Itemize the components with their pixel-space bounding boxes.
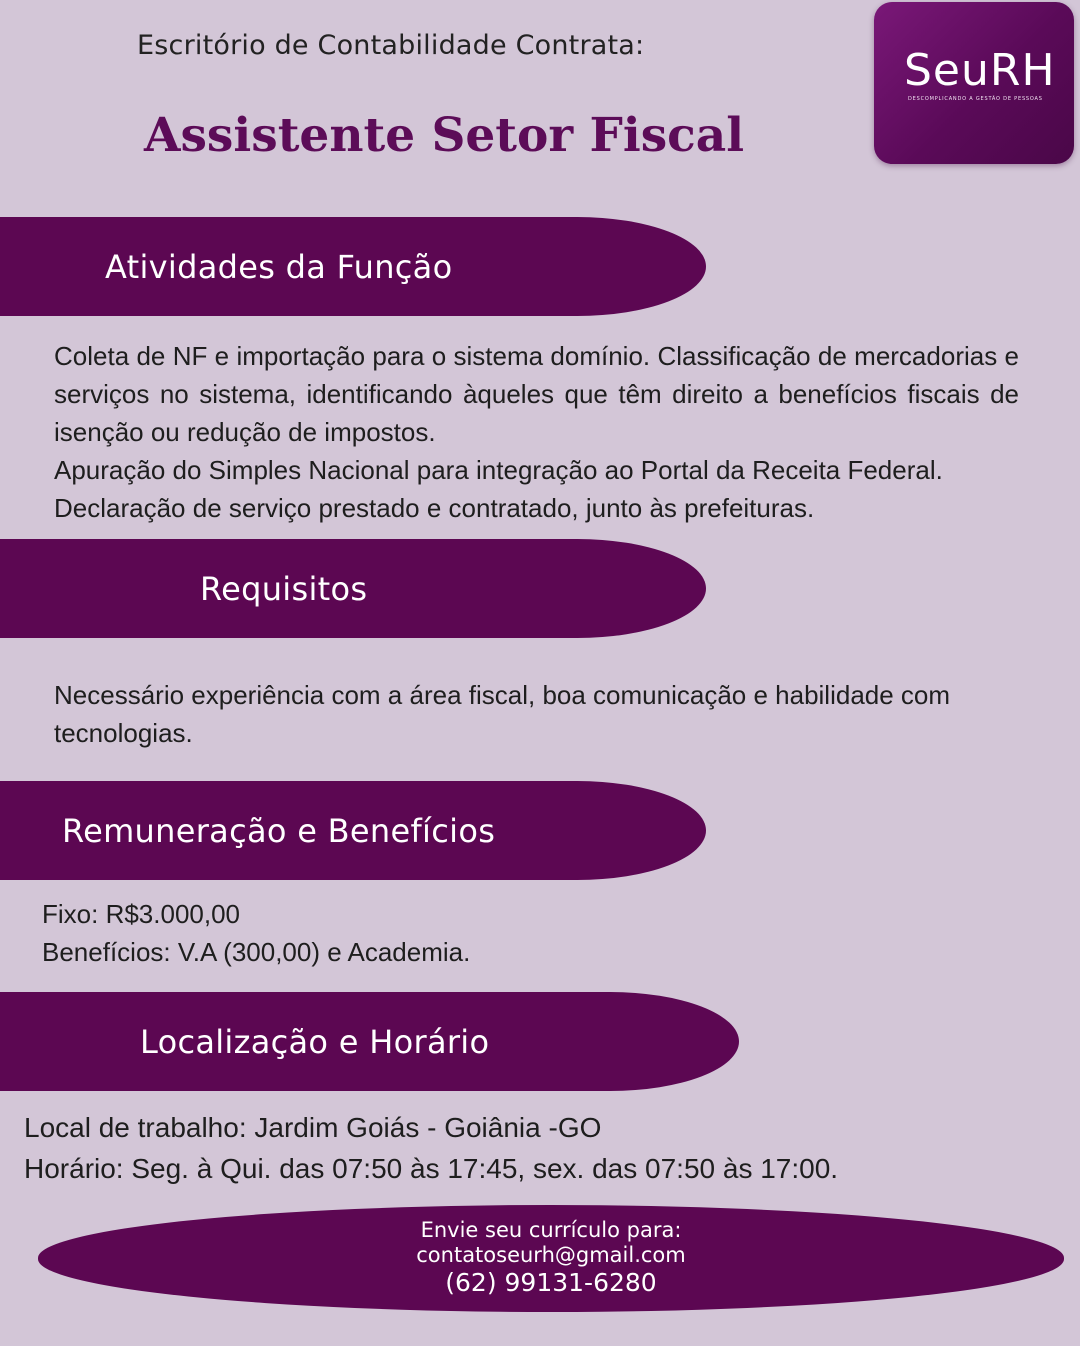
contact-banner <box>38 1205 1064 1312</box>
atividades-paragraph: Apuração do Simples Nacional para integração ao Portal da Receita Federal. <box>54 455 943 485</box>
section-header-atividades <box>0 217 706 316</box>
contact-intro: Envie seu currículo para: <box>420 1218 682 1242</box>
remuneracao-text <box>42 895 942 971</box>
location-line: Local de trabalho: Jardim Goiás - Goiânia -GO <box>24 1112 602 1143</box>
seurh-logo <box>874 2 1074 164</box>
logo-tagline: DESCOMPLICANDO A GESTÃO DE PESSOAS <box>908 96 1043 102</box>
section-title-localizacao: Localização e Horário <box>140 1022 490 1061</box>
localizacao-text <box>24 1107 1064 1189</box>
section-header-remuneracao <box>0 781 706 880</box>
benefits-line: Benefícios: V.A (300,00) e Academia. <box>42 937 471 967</box>
atividades-text <box>54 337 1019 527</box>
salary-line: Fixo: R$3.000,00 <box>42 899 241 929</box>
requisitos-text: Necessário experiência com a área fiscal, boa comunicação e habilidade com tecnologias. <box>54 680 951 748</box>
section-header-requisitos <box>0 539 706 638</box>
logo-brand: SeuRH <box>904 45 1056 96</box>
atividades-paragraph: Coleta de NF e importação para o sistema domínio. Classificação de mercadorias e serviços no sistema, identificando àqueles que têm direito a benefícios fiscais de isenção ou redução de impostos. <box>54 341 1019 447</box>
company-line: Escritório de Contabilidade Contrata: <box>137 30 645 61</box>
contact-email[interactable]: contatoseurh@gmail.com <box>416 1243 686 1267</box>
job-title: Assistente Setor Fiscal <box>144 108 745 163</box>
section-title-remuneracao: Remuneração e Benefícios <box>62 811 496 850</box>
atividades-paragraph: Declaração de serviço prestado e contratado, junto às prefeituras. <box>54 493 815 523</box>
section-title-requisitos: Requisitos <box>200 569 368 608</box>
contact-phone[interactable]: (62) 99131-6280 <box>445 1268 657 1297</box>
schedule-line: Horário: Seg. à Qui. das 07:50 às 17:45, sex. das 07:50 às 17:00. <box>24 1153 839 1184</box>
section-header-localizacao <box>0 992 739 1091</box>
section-title-atividades: Atividades da Função <box>105 247 453 286</box>
